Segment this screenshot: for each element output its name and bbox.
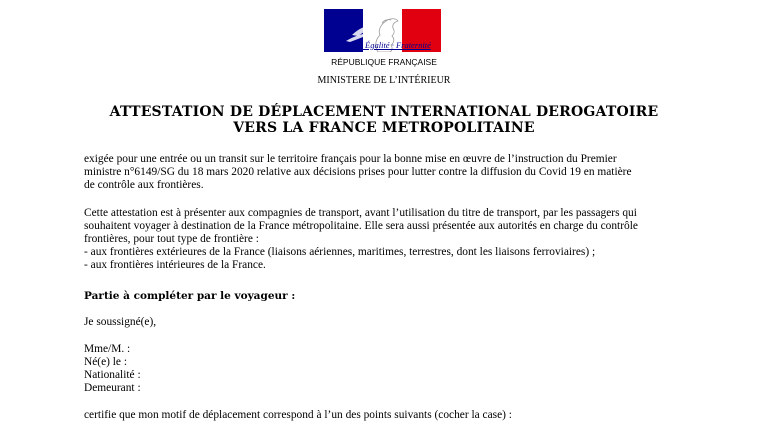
presentation-line-1: Cette attestation est à présenter aux compagnies de transport, avant l’utilisation du titre de transport, par les passagers qui <box>84 207 637 219</box>
certify-statement: certifie que mon motif de déplacement correspond à l’un des points suivants (cocher la case) : <box>84 409 512 421</box>
presentation-line-2: souhaitent voyager à destination de la France métropolitaine. Elle sera aussi présentée aux autorités en charge du contrôle <box>84 220 638 232</box>
presentation-line-4: - aux frontières extérieures de la France (liaisons aériennes, maritimes, terrestres, dont les liaisons ferroviaires) ; <box>84 246 596 258</box>
residence-label: Demeurant : <box>84 382 141 394</box>
republique-francaise-label: RÉPUBLIQUE FRANÇAISE <box>331 57 437 67</box>
form-heading: Partie à compléter par le voyageur : <box>84 290 296 302</box>
undersigned-label: Je soussigné(e), <box>84 316 157 328</box>
title-line-2: VERS LA FRANCE METROPOLITAINE <box>233 120 535 136</box>
intro-line-1: exigée pour une entrée ou un transit sur le territoire français pour la bonne mise en œuvre de l’instruction du Premier <box>84 153 617 165</box>
republic-motto: Liberté · Égalité · Fraternité <box>334 40 431 50</box>
presentation-line-5: - aux frontières intérieures de la France. <box>84 259 266 271</box>
presentation-line-3: frontières, pour tout type de frontière : <box>84 233 259 245</box>
nationality-label: Nationalité : <box>84 369 141 381</box>
title-line-1: ATTESTATION DE DÉPLACEMENT INTERNATIONAL DEROGATOIRE <box>109 104 659 120</box>
intro-line-3: de contrôle aux frontières. <box>84 179 204 191</box>
intro-line-2: ministre n°6149/SG du 18 mars 2020 relative aux décisions prises pour lutter contre la diffusion du Covid 19 en matière <box>84 166 632 178</box>
ministere-label: MINISTERE DE L’INTÉRIEUR <box>317 75 451 86</box>
born-label: Né(e) le : <box>84 356 128 368</box>
document-title <box>0 104 768 136</box>
name-label: Mme/M. : <box>84 343 131 355</box>
